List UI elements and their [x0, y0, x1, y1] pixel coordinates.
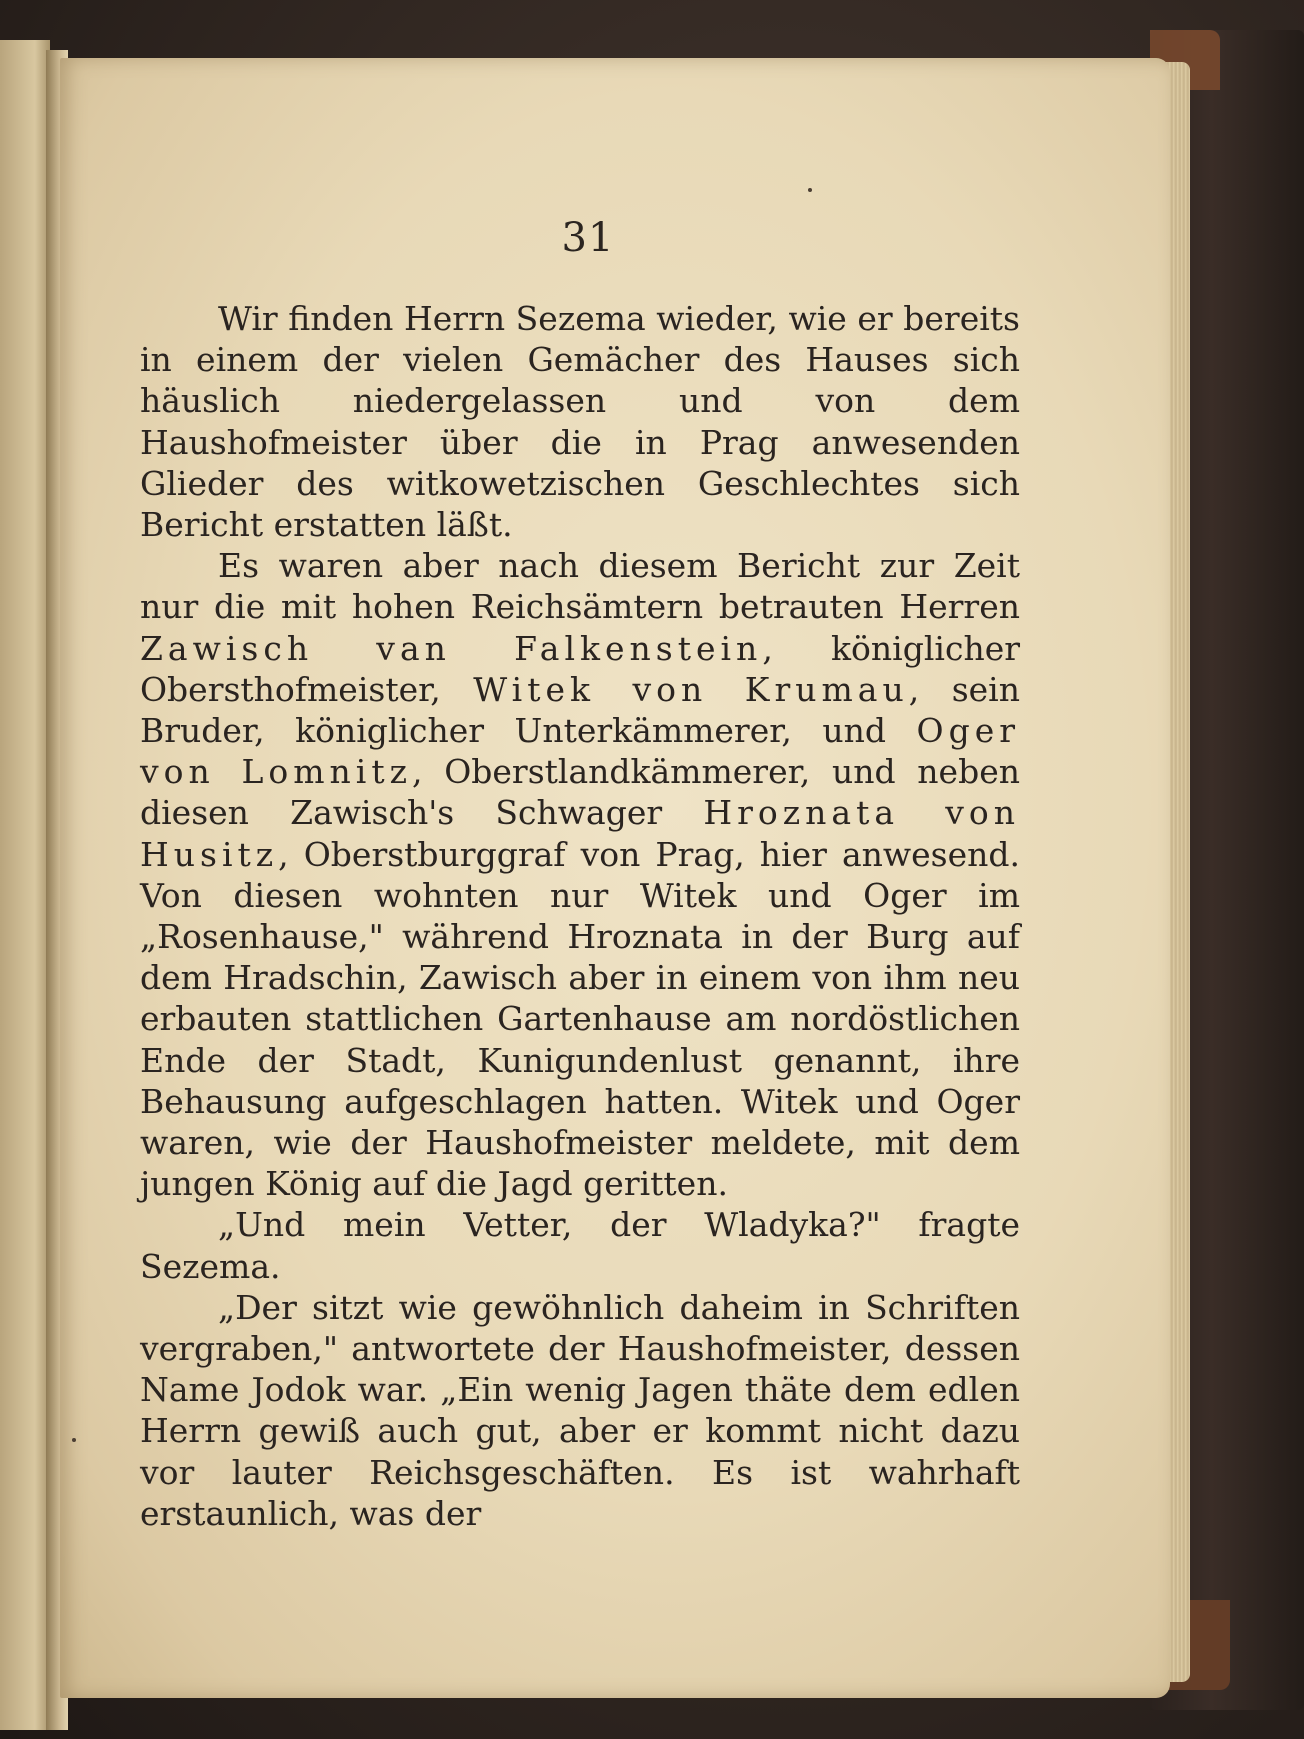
emphasized-name: Oger von Lomnitz: [140, 711, 1020, 792]
paragraph: [140, 545, 1020, 1204]
emphasized-name: Witek von Krumau: [473, 669, 909, 709]
text-run: , königlicher Obersthofmeister,: [140, 628, 1020, 709]
paper-speck: [808, 188, 812, 192]
paragraph: [140, 1204, 1020, 1286]
text-run: , Oberstlandkämmerer, und neben diesen Zawisch's Schwager: [140, 752, 1020, 833]
emphasized-name: Hroznata von Husitz: [140, 793, 1020, 874]
paragraph: [140, 298, 1020, 545]
text-run: „Und mein Vetter, der Wladyka?" fragte Sezema.: [140, 1205, 1020, 1286]
paper-speck: [72, 1438, 76, 1442]
text-run: , sein Bruder, königlicher Unterkämmerer, und: [140, 669, 1020, 751]
page-number: 31: [561, 215, 615, 261]
facing-page-edge: [0, 40, 50, 1730]
text-run: „Der sitzt wie gewöhnlich daheim in Schriften vergraben," antwortete der Haushofmeister, dessen Name Jodok war. „Ein wenig Jagen thäte dem edlen Herrn gewiß auch gut, aber er kommt nicht dazu vor lauter Reichsgeschäften. Es ist wahrhaft erstaunlich, was der: [140, 1287, 1020, 1533]
text-run: Wir finden Herrn Sezema wieder, wie er bereits in einem der vielen Gemächer des Hauses sich häuslich niedergelassen und von dem Haushofmeister über die in Prag anwesenden Glieder des witkowetzischen Geschlechtes sich Bericht erstatten läßt.: [140, 299, 1020, 545]
body-text: [140, 298, 1020, 1534]
text-run: Es waren aber nach diesem Bericht zur Zeit nur die mit hohen Reichsämtern betrauten Herren: [140, 546, 1020, 627]
text-run: , Oberstburggraf von Prag, hier anwesend. Von diesen wohnten nur Witek und Oger im „Rosenhause," während Hroznata in der Burg auf dem Hradschin, Zawisch aber in einem von ihm neu erbauten stattlichen Gartenhause am nordöstlichen Ende der Stadt, Kunigundenlust genannt, ihre Behausung aufgeschlagen hatten. Witek und Oger waren, wie der Haushofmeister meldete, mit dem jungen König auf die Jagd geritten.: [140, 834, 1020, 1204]
emphasized-name: Zawisch van Falkenstein: [140, 628, 763, 668]
paragraph: [140, 1287, 1020, 1534]
